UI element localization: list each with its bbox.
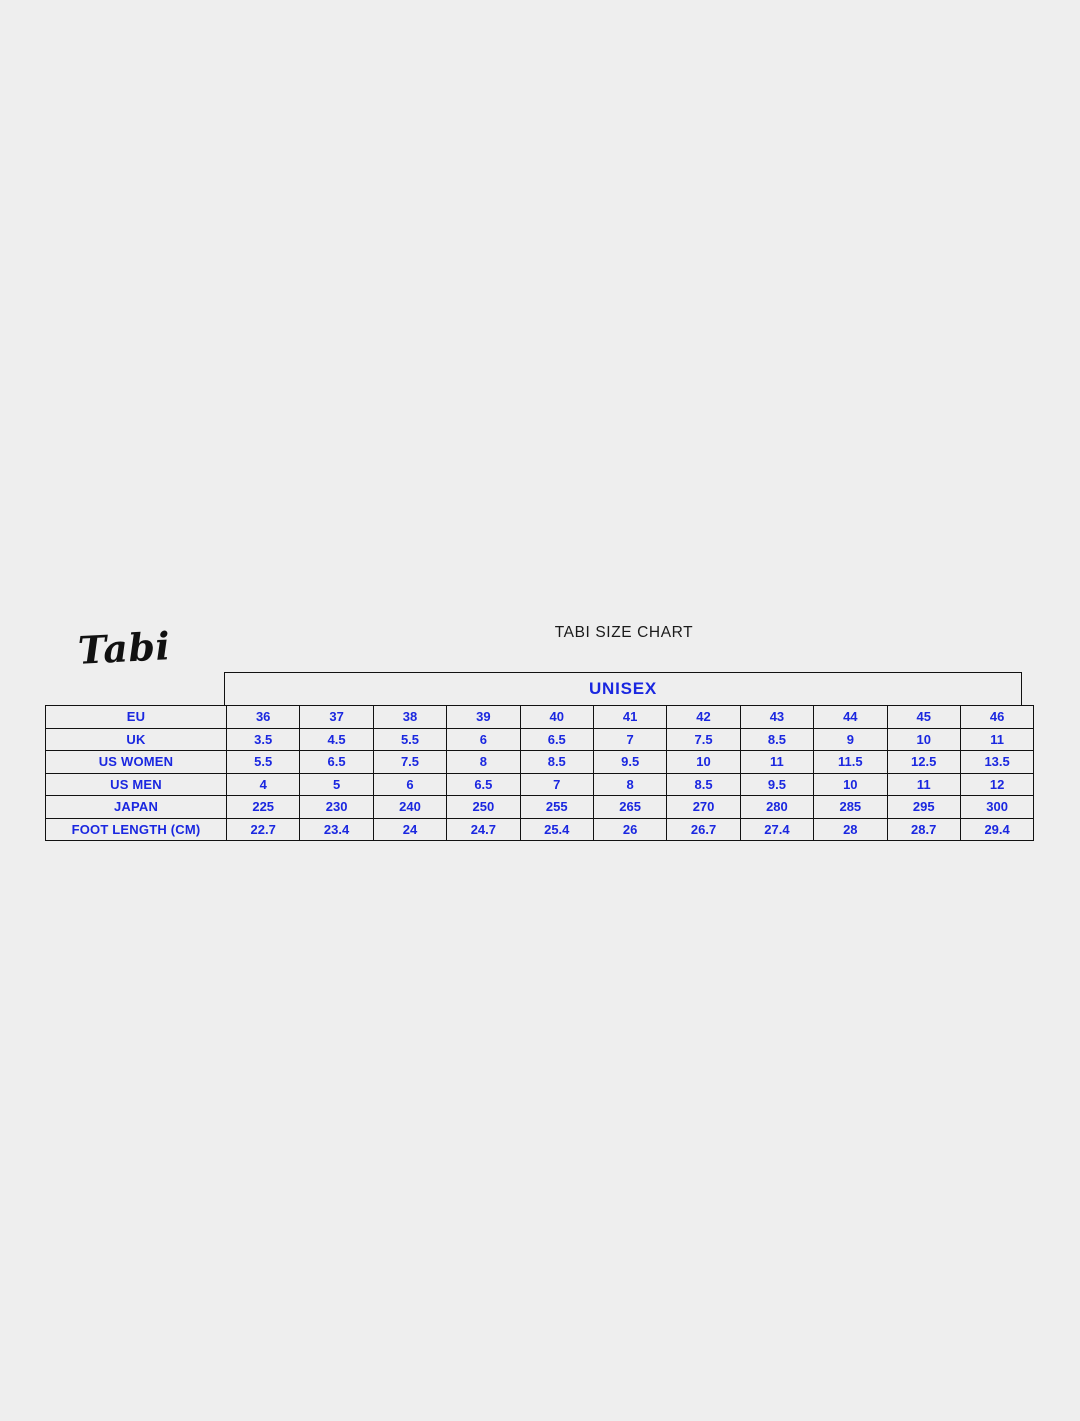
table-cell: 7	[520, 773, 593, 796]
table-cell: 8	[593, 773, 666, 796]
table-cell: 9.5	[740, 773, 813, 796]
table-cell: 6.5	[447, 773, 520, 796]
table-cell: 5.5	[227, 751, 300, 774]
table-cell: 10	[887, 728, 960, 751]
table-cell: 250	[447, 796, 520, 819]
table-cell: 13.5	[960, 751, 1033, 774]
table-cell: 9.5	[593, 751, 666, 774]
row-header: UK	[46, 728, 227, 751]
table-cell: 6	[373, 773, 446, 796]
brand-logo: Tabi	[76, 623, 172, 673]
chart-title: TABI SIZE CHART	[554, 624, 694, 641]
table-cell: 6.5	[520, 728, 593, 751]
table-cell: 12.5	[887, 751, 960, 774]
table-cell: 27.4	[740, 818, 813, 841]
table-cell: 9	[814, 728, 887, 751]
table-cell: 24	[373, 818, 446, 841]
table-cell: 44	[814, 706, 887, 729]
table-row	[46, 751, 1034, 774]
table-cell: 22.7	[227, 818, 300, 841]
table-cell: 11	[887, 773, 960, 796]
row-header: FOOT LENGTH (CM)	[46, 818, 227, 841]
unisex-label: UNISEX	[588, 679, 658, 698]
table-cell: 7.5	[667, 728, 740, 751]
table-row	[46, 706, 1034, 729]
table-cell: 12	[960, 773, 1033, 796]
table-cell: 46	[960, 706, 1033, 729]
table-cell: 10	[667, 751, 740, 774]
row-header: US MEN	[46, 773, 227, 796]
table-cell: 28.7	[887, 818, 960, 841]
table-cell: 280	[740, 796, 813, 819]
table-cell: 42	[667, 706, 740, 729]
table-cell: 225	[227, 796, 300, 819]
table-cell: 285	[814, 796, 887, 819]
table-cell: 25.4	[520, 818, 593, 841]
table-cell: 240	[373, 796, 446, 819]
table-cell: 28	[814, 818, 887, 841]
size-table-body	[46, 706, 1034, 841]
table-cell: 230	[300, 796, 373, 819]
table-cell: 24.7	[447, 818, 520, 841]
table-cell: 8.5	[667, 773, 740, 796]
table-cell: 8	[447, 751, 520, 774]
table-cell: 3.5	[227, 728, 300, 751]
table-cell: 255	[520, 796, 593, 819]
table-cell: 40	[520, 706, 593, 729]
table-cell: 11	[960, 728, 1033, 751]
unisex-header-band	[224, 672, 1022, 706]
table-cell: 29.4	[960, 818, 1033, 841]
table-cell: 7.5	[373, 751, 446, 774]
table-row	[46, 818, 1034, 841]
table-cell: 6.5	[300, 751, 373, 774]
table-cell: 45	[887, 706, 960, 729]
table-cell: 10	[814, 773, 887, 796]
table-cell: 8.5	[740, 728, 813, 751]
table-cell: 8.5	[520, 751, 593, 774]
table-cell: 43	[740, 706, 813, 729]
table-cell: 37	[300, 706, 373, 729]
table-cell: 300	[960, 796, 1033, 819]
row-header: EU	[46, 706, 227, 729]
size-conversion-table	[45, 705, 1034, 841]
row-header: US WOMEN	[46, 751, 227, 774]
table-cell: 265	[593, 796, 666, 819]
table-cell: 26.7	[667, 818, 740, 841]
table-cell: 39	[447, 706, 520, 729]
table-cell: 23.4	[300, 818, 373, 841]
table-cell: 4.5	[300, 728, 373, 751]
table-cell: 6	[447, 728, 520, 751]
table-cell: 295	[887, 796, 960, 819]
table-cell: 270	[667, 796, 740, 819]
table-cell: 26	[593, 818, 666, 841]
table-cell: 5.5	[373, 728, 446, 751]
table-cell: 38	[373, 706, 446, 729]
table-row	[46, 773, 1034, 796]
table-cell: 4	[227, 773, 300, 796]
table-row	[46, 728, 1034, 751]
table-cell: 36	[227, 706, 300, 729]
table-cell: 5	[300, 773, 373, 796]
table-cell: 11	[740, 751, 813, 774]
table-cell: 11.5	[814, 751, 887, 774]
table-row	[46, 796, 1034, 819]
table-cell: 7	[593, 728, 666, 751]
row-header: JAPAN	[46, 796, 227, 819]
table-cell: 41	[593, 706, 666, 729]
